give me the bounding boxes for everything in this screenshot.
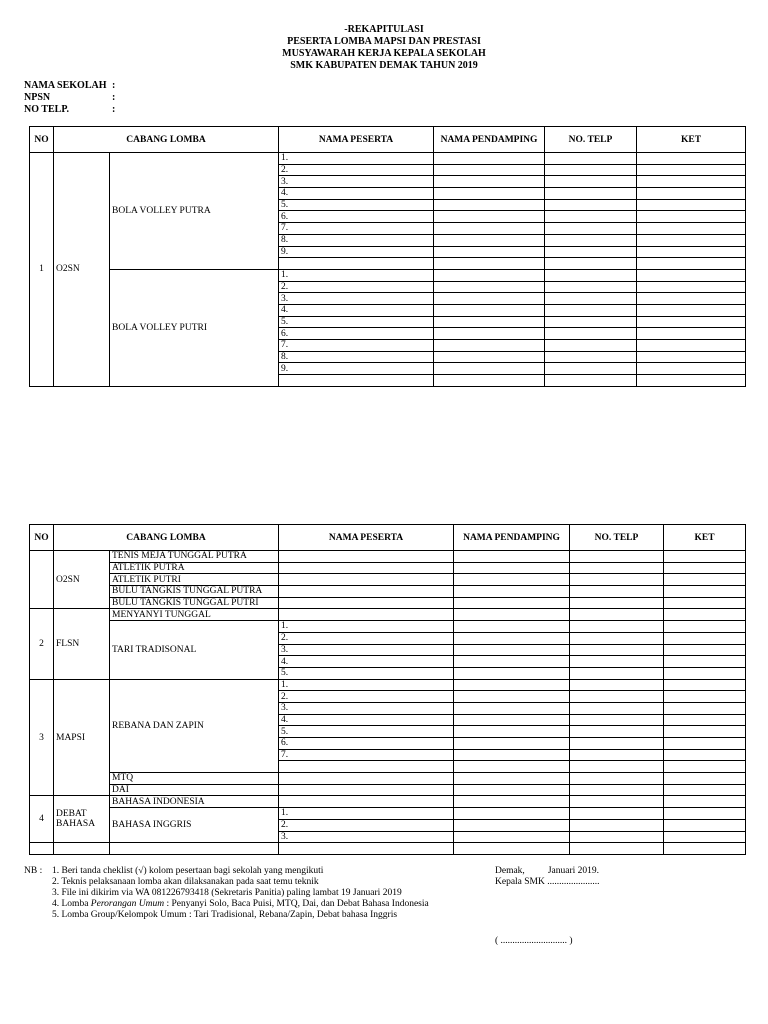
note-2: 2. Teknis pelaksanaan lomba akan dilaksanakan pada saat temu teknik (52, 877, 319, 887)
group-name: FLSN (54, 609, 110, 679)
group-name: MAPSI (54, 679, 110, 796)
group-name (54, 796, 110, 843)
table-row (30, 808, 746, 820)
empty-cell[interactable] (434, 188, 545, 200)
empty-cell[interactable] (664, 726, 746, 738)
no-telp-label: NO TELP. (24, 104, 70, 115)
empty-cell[interactable] (279, 597, 454, 609)
col-peserta: NAMA PESERTA (279, 127, 434, 153)
empty-cell[interactable] (664, 597, 746, 609)
participant-cell[interactable]: 4. (279, 188, 434, 200)
empty-cell[interactable] (637, 258, 746, 270)
empty-cell[interactable] (637, 351, 746, 363)
empty-cell[interactable] (434, 293, 545, 305)
row-number (30, 551, 54, 609)
participant-cell[interactable]: 3. (279, 176, 434, 188)
empty-cell[interactable] (454, 738, 570, 750)
colon: : (112, 92, 116, 103)
table-row (30, 586, 746, 598)
empty-cell (110, 843, 279, 855)
signature-block (495, 866, 600, 946)
note-4 (52, 899, 429, 910)
empty-cell[interactable] (454, 609, 570, 621)
participant-cell[interactable]: 8. (279, 234, 434, 246)
school-info (24, 80, 115, 116)
empty-cell[interactable] (637, 153, 746, 165)
empty-cell[interactable] (664, 691, 746, 703)
title-line-1: -REKAPITULASI (344, 24, 424, 35)
empty-cell[interactable] (454, 574, 570, 586)
note-4-c: : Penyanyi Solo, Baca Puisi, MTQ, Dai, dan Debat Bahasa Indonesia (164, 899, 429, 909)
row-number: 4 (30, 796, 54, 843)
empty-cell[interactable] (570, 784, 664, 796)
participant-cell[interactable]: 2. (279, 691, 454, 703)
colon: : (112, 80, 116, 91)
participant-cell[interactable]: 4. (279, 304, 434, 316)
empty-cell[interactable] (454, 667, 570, 679)
table-row (30, 784, 746, 796)
empty-cell[interactable] (545, 164, 637, 176)
empty-cell[interactable] (570, 796, 664, 808)
empty-cell[interactable] (570, 621, 664, 633)
empty-cell[interactable] (454, 597, 570, 609)
notes-label: NB : (24, 866, 43, 876)
empty-cell[interactable] (637, 293, 746, 305)
empty-cell[interactable] (434, 176, 545, 188)
empty-cell[interactable] (434, 316, 545, 328)
empty-cell[interactable] (279, 562, 454, 574)
empty-cell[interactable] (434, 304, 545, 316)
empty-cell[interactable] (664, 831, 746, 843)
empty-cell[interactable] (570, 551, 664, 563)
empty-cell (54, 843, 110, 855)
empty-cell[interactable] (570, 761, 664, 773)
empty-cell[interactable] (570, 819, 664, 831)
empty-cell[interactable] (545, 176, 637, 188)
empty-cell[interactable] (454, 562, 570, 574)
empty-cell[interactable] (454, 632, 570, 644)
recap-table-1 (29, 126, 746, 387)
empty-cell[interactable] (545, 153, 637, 165)
empty-cell[interactable] (570, 843, 664, 855)
row-number: 3 (30, 679, 54, 796)
empty-cell[interactable] (664, 714, 746, 726)
empty-cell[interactable] (637, 316, 746, 328)
title-line-2: PESERTA LOMBA MAPSI DAN PRESTASI (287, 36, 481, 47)
table-row (30, 574, 746, 586)
participant-cell[interactable]: 9. (279, 363, 434, 375)
col-pendamping: NAMA PENDAMPING (454, 525, 570, 551)
empty-cell[interactable] (664, 609, 746, 621)
participant-cell[interactable]: 3. (279, 293, 434, 305)
empty-cell[interactable] (279, 586, 454, 598)
empty-cell[interactable] (545, 269, 637, 281)
participant-cell[interactable]: 2. (279, 632, 454, 644)
empty-cell[interactable] (664, 761, 746, 773)
cabang-lomba: ATLETIK PUTRA (110, 562, 279, 574)
table-row (30, 621, 746, 633)
empty-cell[interactable] (545, 281, 637, 293)
empty-cell[interactable] (637, 211, 746, 223)
empty-cell[interactable] (664, 784, 746, 796)
sign-place: Demak, (495, 866, 525, 876)
empty-cell[interactable] (664, 679, 746, 691)
nama-sekolah-label: NAMA SEKOLAH (24, 80, 107, 91)
participant-cell[interactable]: 6. (279, 211, 434, 223)
cabang-lomba: BAHASA INDONESIA (110, 796, 279, 808)
empty-cell[interactable] (570, 679, 664, 691)
empty-cell[interactable] (434, 363, 545, 375)
empty-cell[interactable] (545, 316, 637, 328)
group-name-line1: DEBAT (56, 809, 87, 820)
participant-cell[interactable]: 7. (279, 749, 454, 761)
empty-cell[interactable] (637, 375, 746, 387)
empty-cell[interactable] (434, 246, 545, 258)
empty-cell[interactable] (570, 691, 664, 703)
empty-cell[interactable] (570, 702, 664, 714)
empty-cell[interactable] (454, 726, 570, 738)
empty-cell[interactable] (545, 211, 637, 223)
empty-cell[interactable] (637, 304, 746, 316)
participant-cell[interactable]: 3. (279, 831, 454, 843)
participant-cell[interactable]: 4. (279, 656, 454, 668)
note-1 (52, 866, 323, 877)
empty-cell[interactable] (545, 351, 637, 363)
empty-cell[interactable] (570, 644, 664, 656)
empty-cell[interactable] (434, 328, 545, 340)
empty-cell[interactable] (545, 293, 637, 305)
cabang-lomba: REBANA DAN ZAPIN (110, 679, 279, 773)
participant-cell[interactable]: 1. (279, 679, 454, 691)
empty-cell[interactable] (637, 199, 746, 211)
empty-cell[interactable] (454, 749, 570, 761)
empty-cell[interactable] (434, 351, 545, 363)
col-peserta: NAMA PESERTA (279, 525, 454, 551)
empty-cell[interactable] (454, 586, 570, 598)
sign-role: Kepala SMK ...................... (495, 877, 600, 887)
cabang-lomba: BOLA VOLLEY PUTRI (110, 269, 279, 386)
empty-cell[interactable] (637, 281, 746, 293)
participant-cell[interactable]: 5. (279, 667, 454, 679)
empty-cell[interactable] (545, 246, 637, 258)
empty-cell[interactable] (664, 808, 746, 820)
document-title (0, 24, 768, 72)
empty-cell[interactable] (434, 153, 545, 165)
empty-cell[interactable] (545, 304, 637, 316)
empty-cell[interactable] (570, 574, 664, 586)
empty-cell[interactable] (545, 328, 637, 340)
empty-cell[interactable] (454, 831, 570, 843)
participant-cell[interactable]: 1. (279, 808, 454, 820)
col-pendamping: NAMA PENDAMPING (434, 127, 545, 153)
empty-cell[interactable] (279, 574, 454, 586)
empty-cell[interactable] (664, 773, 746, 785)
note-5: 5. Lomba Group/Kelompok Umum : Tari Tradisional, Rebana/Zapin, Debat bahasa Inggris (52, 910, 398, 920)
empty-cell[interactable] (279, 375, 434, 387)
note-1-a: 1. Beri tanda cheklist ( (52, 866, 139, 876)
cabang-lomba: MTQ (110, 773, 279, 785)
table-row (30, 679, 746, 691)
participant-cell[interactable]: 2. (279, 819, 454, 831)
group-name: O2SN (54, 153, 110, 387)
participant-cell[interactable]: 3. (279, 702, 454, 714)
table-row (30, 843, 746, 855)
empty-cell[interactable] (434, 340, 545, 352)
empty-cell[interactable] (637, 363, 746, 375)
table-row (30, 153, 746, 165)
empty-cell[interactable] (279, 784, 454, 796)
empty-cell[interactable] (570, 738, 664, 750)
empty-cell[interactable] (570, 714, 664, 726)
col-no: NO (30, 525, 54, 551)
empty-cell[interactable] (664, 738, 746, 750)
empty-cell[interactable] (434, 211, 545, 223)
empty-cell[interactable] (545, 188, 637, 200)
participant-cell[interactable]: 6. (279, 738, 454, 750)
participant-cell[interactable]: 7. (279, 223, 434, 235)
participant-cell[interactable]: 5. (279, 199, 434, 211)
empty-cell[interactable] (637, 340, 746, 352)
colon: : (112, 104, 116, 115)
recap-table-2 (29, 524, 746, 855)
empty-cell[interactable] (664, 819, 746, 831)
note-4-a: 4. Lomba (52, 899, 91, 909)
table-row (30, 551, 746, 563)
empty-cell[interactable] (664, 632, 746, 644)
empty-cell[interactable] (454, 702, 570, 714)
col-ket: KET (637, 127, 746, 153)
check-mark: √ (138, 866, 144, 876)
empty-cell[interactable] (454, 796, 570, 808)
col-ket: KET (664, 525, 746, 551)
empty-cell[interactable] (664, 551, 746, 563)
empty-cell[interactable] (664, 621, 746, 633)
empty-cell[interactable] (454, 644, 570, 656)
cabang-lomba: TARI TRADISONAL (110, 621, 279, 679)
empty-cell[interactable] (279, 258, 434, 270)
empty-cell[interactable] (454, 819, 570, 831)
note-4-b: Perorangan Umum (90, 899, 165, 909)
participant-cell[interactable]: 2. (279, 164, 434, 176)
empty-cell[interactable] (279, 796, 454, 808)
empty-cell[interactable] (570, 586, 664, 598)
row-number: 1 (30, 153, 54, 387)
group-name-line2: BAHASA (56, 819, 96, 830)
empty-cell[interactable] (664, 656, 746, 668)
table-row (30, 597, 746, 609)
empty-cell[interactable] (454, 551, 570, 563)
empty-cell[interactable] (545, 223, 637, 235)
empty-cell[interactable] (434, 375, 545, 387)
empty-cell[interactable] (637, 328, 746, 340)
cabang-lomba: BAHASA INGGRIS (110, 808, 279, 843)
cabang-lomba: DAI (110, 784, 279, 796)
participant-cell[interactable]: 8. (279, 351, 434, 363)
empty-cell[interactable] (570, 773, 664, 785)
empty-cell[interactable] (454, 784, 570, 796)
cabang-lomba: BULU TANGKIS TUNGGAL PUTRI (110, 597, 279, 609)
empty-cell[interactable] (570, 667, 664, 679)
empty-cell[interactable] (279, 609, 454, 621)
group-name: O2SN (54, 551, 110, 609)
empty-cell[interactable] (279, 843, 454, 855)
empty-cell[interactable] (434, 281, 545, 293)
empty-cell[interactable] (434, 234, 545, 246)
empty-cell[interactable] (454, 679, 570, 691)
empty-cell[interactable] (545, 375, 637, 387)
title-line-4: SMK KABUPATEN DEMAK TAHUN 2019 (290, 60, 478, 71)
empty-cell[interactable] (664, 574, 746, 586)
participant-cell[interactable]: 9. (279, 246, 434, 258)
table-row (30, 562, 746, 574)
empty-cell[interactable] (454, 691, 570, 703)
empty-cell[interactable] (545, 199, 637, 211)
empty-cell[interactable] (570, 808, 664, 820)
empty-cell[interactable] (570, 749, 664, 761)
table-row (30, 796, 746, 808)
empty-cell[interactable] (664, 702, 746, 714)
participant-cell[interactable]: 7. (279, 340, 434, 352)
participant-cell[interactable]: 2. (279, 281, 434, 293)
empty-cell[interactable] (637, 188, 746, 200)
empty-cell[interactable] (434, 223, 545, 235)
empty-cell[interactable] (454, 843, 570, 855)
empty-cell[interactable] (545, 340, 637, 352)
sign-date: Januari 2019. (547, 866, 599, 876)
empty-cell[interactable] (664, 843, 746, 855)
sign-bracket: ( ............................ ) (495, 936, 573, 946)
empty-cell[interactable] (664, 562, 746, 574)
empty-cell[interactable] (637, 223, 746, 235)
empty-cell[interactable] (570, 632, 664, 644)
participant-cell[interactable]: 1. (279, 153, 434, 165)
note-1-b: ) kolom pesertaan bagi sekolah yang mengikuti (143, 866, 324, 876)
note-3: 3. File ini dikirim via WA 081226793418 (Sekretaris Panitia) paling lambat 19 Januari 2019 (52, 888, 402, 898)
empty-cell[interactable] (454, 621, 570, 633)
col-no: NO (30, 127, 54, 153)
empty-cell[interactable] (279, 551, 454, 563)
empty-cell[interactable] (454, 714, 570, 726)
empty-cell[interactable] (570, 597, 664, 609)
empty-cell[interactable] (664, 644, 746, 656)
empty-cell[interactable] (637, 234, 746, 246)
empty-cell[interactable] (570, 831, 664, 843)
participant-cell[interactable]: 5. (279, 726, 454, 738)
empty-cell[interactable] (545, 363, 637, 375)
empty-cell[interactable] (454, 773, 570, 785)
notes (24, 866, 429, 921)
col-cabang: CABANG LOMBA (54, 525, 279, 551)
empty-cell[interactable] (664, 586, 746, 598)
empty-cell[interactable] (664, 796, 746, 808)
empty-cell[interactable] (570, 609, 664, 621)
empty-cell[interactable] (664, 667, 746, 679)
empty-cell[interactable] (454, 808, 570, 820)
empty-cell[interactable] (545, 234, 637, 246)
empty-cell[interactable] (570, 562, 664, 574)
table-row (30, 609, 746, 621)
cabang-lomba: BOLA VOLLEY PUTRA (110, 153, 279, 270)
npsn-label: NPSN (24, 92, 51, 103)
table-row (30, 773, 746, 785)
empty-cell[interactable] (637, 176, 746, 188)
empty-cell[interactable] (570, 656, 664, 668)
col-cabang: CABANG LOMBA (54, 127, 279, 153)
empty-cell[interactable] (434, 258, 545, 270)
empty-cell[interactable] (279, 761, 454, 773)
title-line-3: MUSYAWARAH KERJA KEPALA SEKOLAH (282, 48, 486, 59)
empty-cell[interactable] (545, 258, 637, 270)
empty-cell[interactable] (434, 164, 545, 176)
cabang-lomba: MENYANYI TUNGGAL (110, 609, 279, 621)
row-number: 2 (30, 609, 54, 679)
empty-cell (30, 843, 54, 855)
participant-cell[interactable]: 1. (279, 621, 454, 633)
table-row (30, 269, 746, 281)
empty-cell[interactable] (637, 164, 746, 176)
empty-cell[interactable] (434, 199, 545, 211)
empty-cell[interactable] (434, 269, 545, 281)
cabang-lomba: ATLETIK PUTRI (110, 574, 279, 586)
cabang-lomba: TENIS MEJA TUNGGAL PUTRA (110, 551, 279, 563)
participant-cell[interactable]: 4. (279, 714, 454, 726)
cabang-lomba: BULU TANGKIS TUNGGAL PUTRA (110, 586, 279, 598)
col-telp: NO. TELP (570, 525, 664, 551)
empty-cell[interactable] (664, 749, 746, 761)
empty-cell[interactable] (454, 656, 570, 668)
empty-cell[interactable] (279, 773, 454, 785)
empty-cell[interactable] (637, 246, 746, 258)
participant-cell[interactable]: 6. (279, 328, 434, 340)
empty-cell[interactable] (570, 726, 664, 738)
empty-cell[interactable] (637, 269, 746, 281)
col-telp: NO. TELP (545, 127, 637, 153)
participant-cell[interactable]: 1. (279, 269, 434, 281)
participant-cell[interactable]: 5. (279, 316, 434, 328)
participant-cell[interactable]: 3. (279, 644, 454, 656)
empty-cell[interactable] (454, 761, 570, 773)
